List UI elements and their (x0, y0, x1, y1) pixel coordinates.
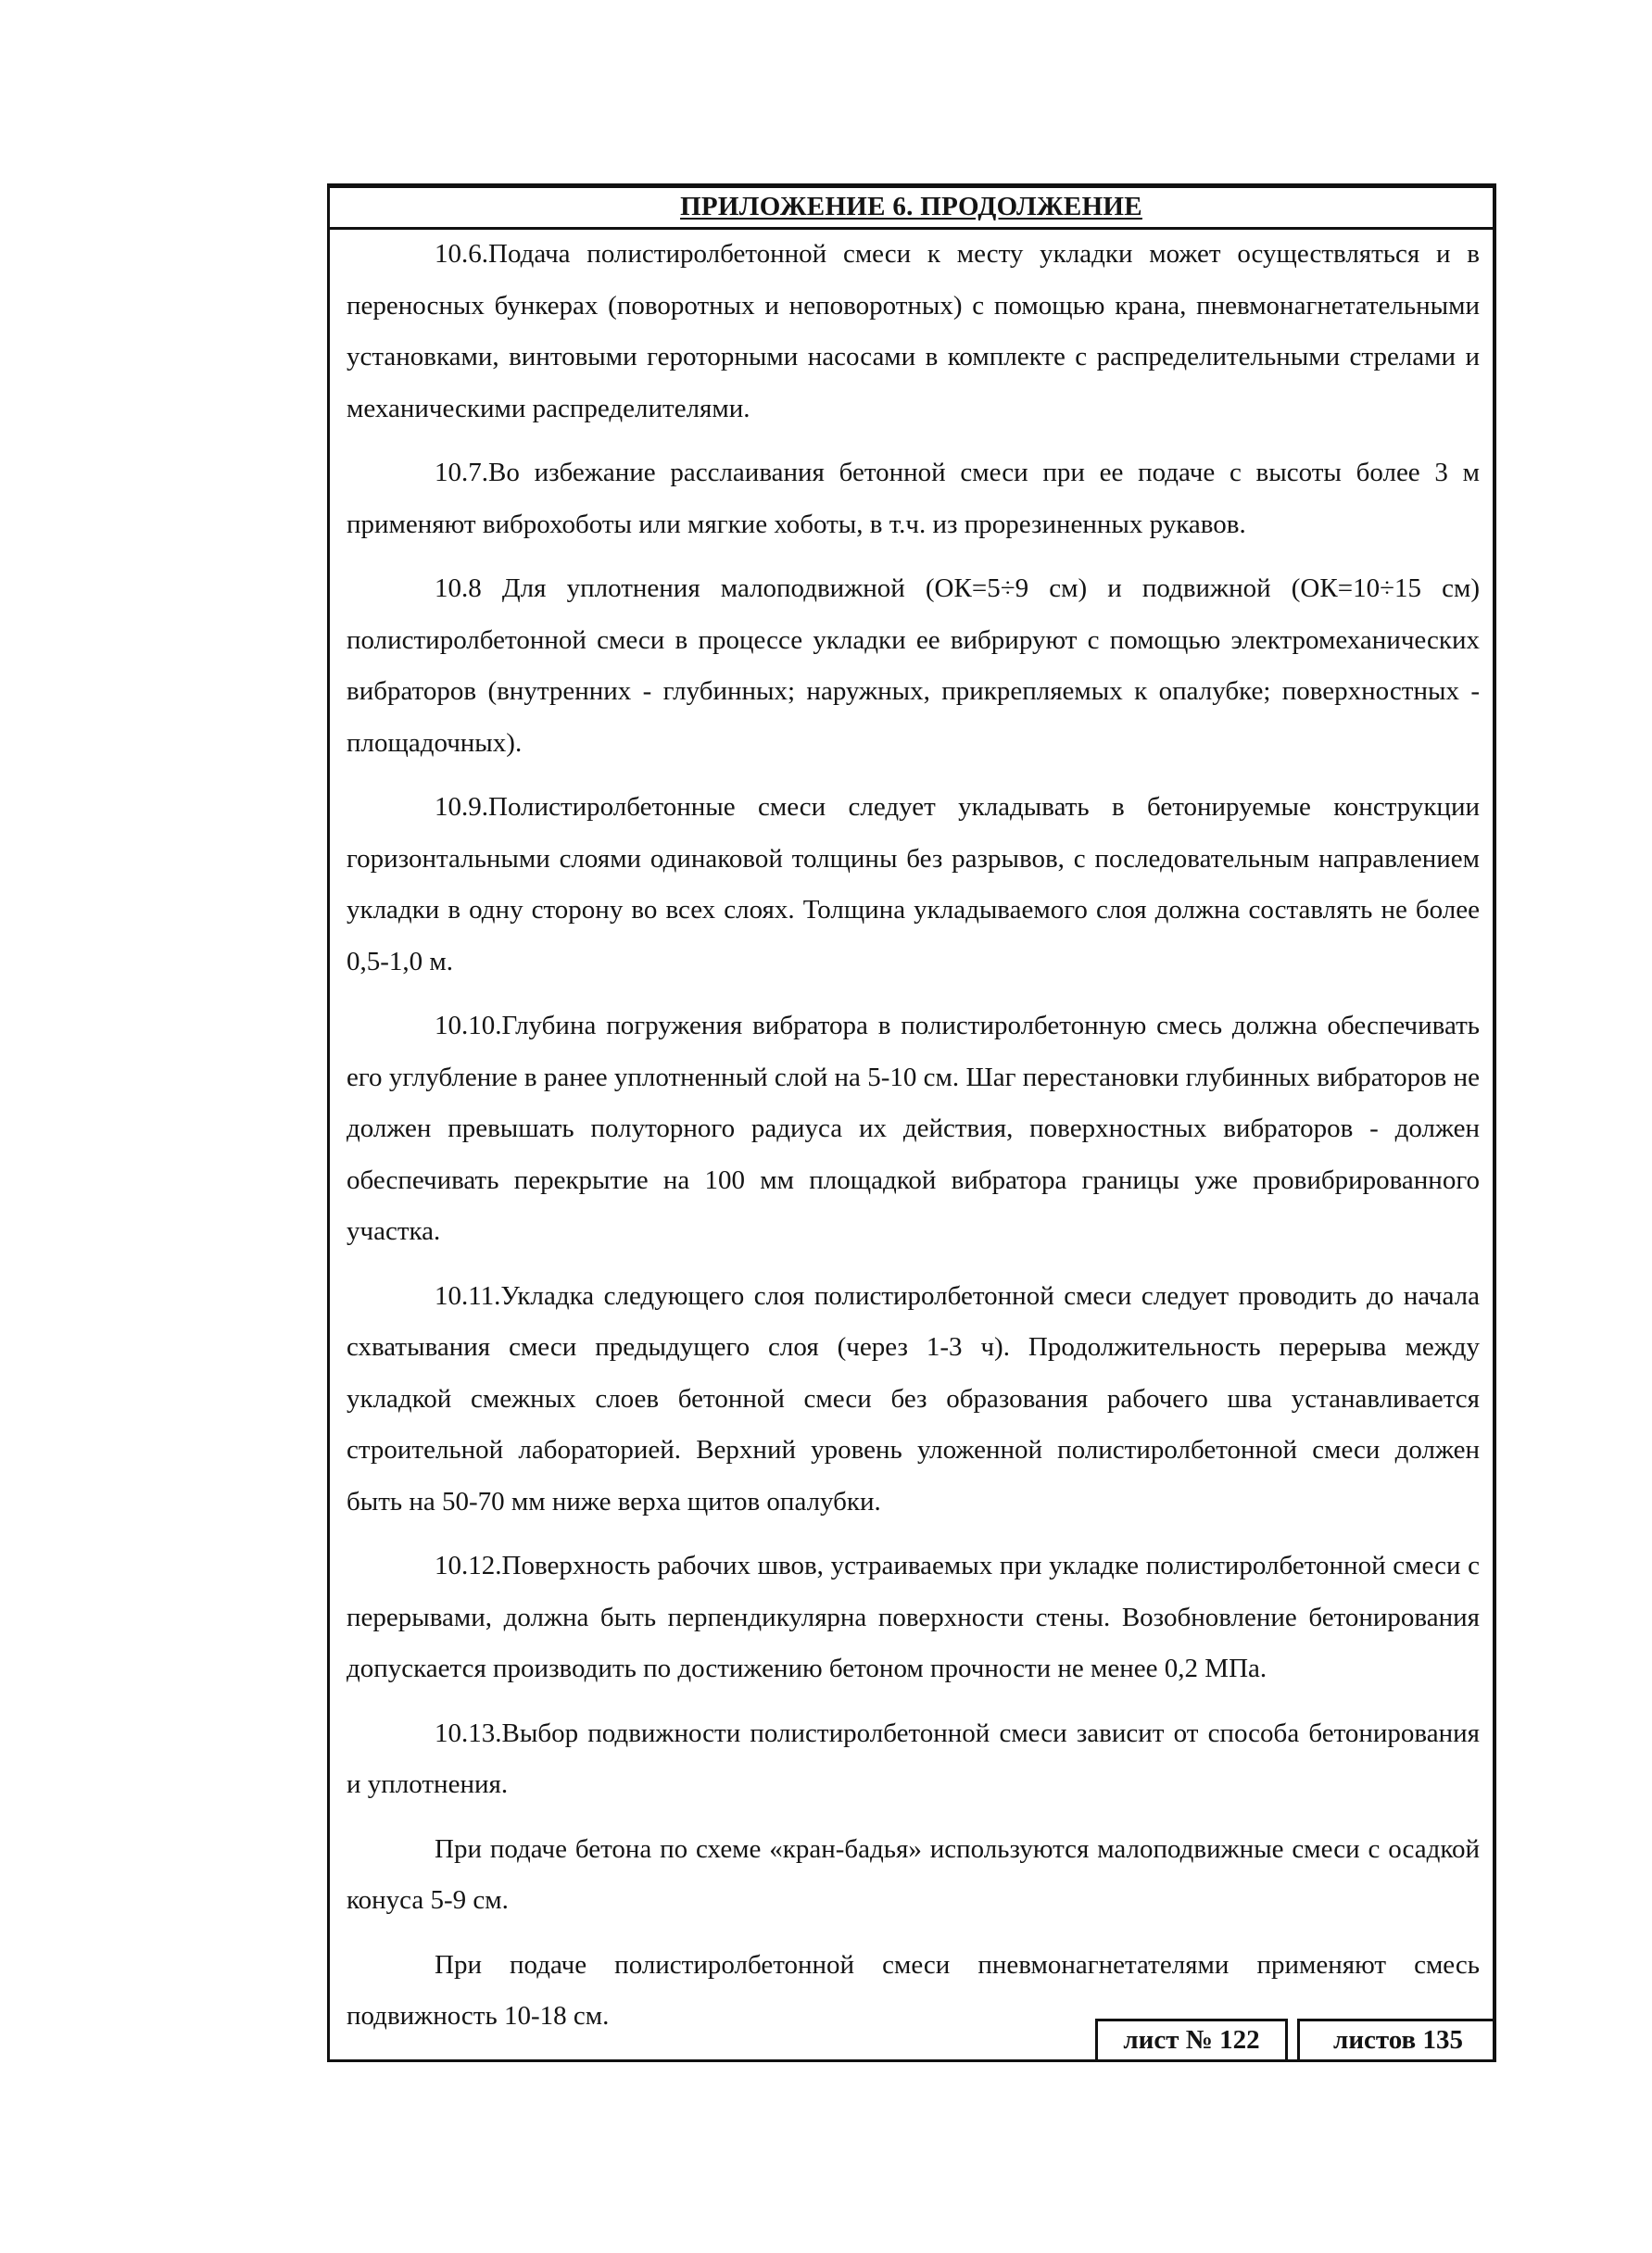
sheet-number: лист № 122 (1123, 2025, 1260, 2055)
paragraph-pneumatic-pump: При подаче полистиролбетонной смеси пневмонагнетателями применяют смесь подвижность 10-18 см. (347, 1949, 1480, 2031)
sheet-number-box (1095, 2019, 1288, 2059)
paragraph-10-8: 10.8 Для уплотнения малоподвижной (ОК=5÷9 см) и подвижной (ОК=10÷15 см) полистиролбетонной смеси в процессе укладки ее вибрируют с помощью электромеханических вибраторов (внутренних - глубинных; наружных, прикрепляемых к опалубке; поверхностных - площадочных). (347, 573, 1480, 758)
paragraph-10-9: 10.9.Полистиролбетонные смеси следует укладывать в бетонируемые конструкции горизонтальными слоями одинаковой толщины без разрывов, с последовательным направлением укладки в одну сторону во всех слоях. Толщина укладываемого слоя должна составлять не более 0,5-1,0 м. (347, 792, 1480, 976)
document-frame (327, 183, 1496, 2062)
paragraph-crane-bucket: При подаче бетона по схеме «кран-бадья» используются малоподвижные смеси с осадкой конуса 5-9 см. (347, 1833, 1480, 1915)
page-title: ПРИЛОЖЕНИЕ 6. ПРОДОЛЖЕНИЕ (680, 192, 1142, 221)
sheets-total: листов 135 (1333, 2025, 1463, 2055)
paragraph-10-7: 10.7.Во избежание расслаивания бетонной смеси при ее подаче с высоты более 3 м применяют виброхоботы или мягкие хоботы, в т.ч. из прорезиненных рукавов. (347, 458, 1480, 539)
heading-row (330, 188, 1493, 230)
paragraph-10-11: 10.11.Укладка следующего слоя полистиролбетонной смеси следует проводить до начала схватывания смеси предыдущего слоя (через 1-3 ч). Продолжительность перерыва между укладкой смежных слоев бетонной смеси без образования рабочего шва устанавливается строительной лабораторией. Верхний уровень уложенной полистиролбетонной смеси должен быть на 50-70 мм ниже верха щитов опалубки. (347, 1280, 1480, 1517)
paragraph-10-10: 10.10.Глубина погружения вибратора в полистиролбетонную смесь должна обеспечивать его углубление в ранее уплотненный слой на 5-10 см. Шаг перестановки глубинных вибраторов не должен превышать полуторного радиуса их действия, поверхностных вибраторов - должен обеспечивать перекрытие на 100 мм площадкой вибратора границы уже провибрированного участка. (347, 1011, 1480, 1246)
paragraph-10-12: 10.12.Поверхность рабочих швов, устраиваемых при укладке полистиролбетонной смеси с перерывами, должна быть перпендикулярна поверхности стены. Возобновление бетонирования допускается производить по достижению бетоном прочности не менее 0,2 МПа. (347, 1551, 1480, 1683)
sheets-total-box (1297, 2019, 1496, 2059)
paragraph-10-13: 10.13.Выбор подвижности полистиролбетонной смеси зависит от способа бетонирования и уплотнения. (347, 1718, 1480, 1799)
paragraph-10-6: 10.6.Подача полистиролбетонной смеси к месту укладки может осуществляться и в переносных бункерах (поворотных и неповоротных) с помощью крана, пневмонагнетательными установками, винтовыми героторными насосами в комплекте с распределительными стрелами и механическими распределителями. (347, 239, 1480, 423)
document-body (347, 229, 1480, 2056)
